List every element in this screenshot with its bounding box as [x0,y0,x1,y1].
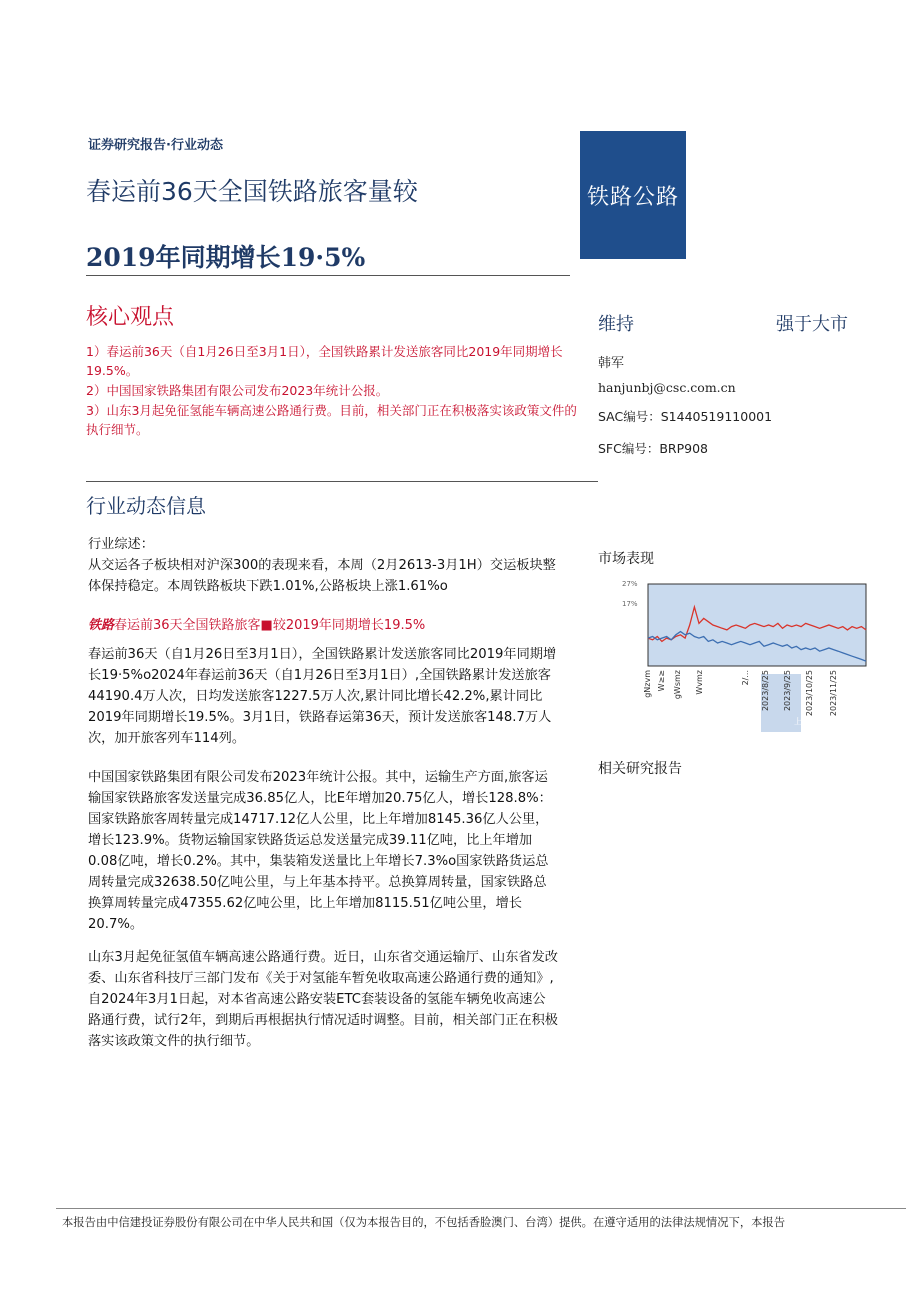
market-heading: 市场表现 [598,551,654,567]
analyst-email[interactable]: hanjunbj@csc.com.cn [598,380,736,395]
section-divider [86,481,598,482]
report-title-line2: 2019年同期增长19·5% [86,243,366,272]
report-type: 证券研究报告·行业动态 [88,138,223,153]
core-point-3: 3）山东3月起免征氢能车辆高速公路通行费。目前，相关部门正在积极落实该政策文件的执行细节。 [86,403,577,437]
market-chart [598,574,870,734]
news-paragraph-1: 春运前36天（自1月26日至3月1日），全国铁路累计发送旅客同比2019年同期增长19·5%o2024年春运前36天（自1月26日至3月1日）,全国铁路累计发送旅客44190.4万人次，日均发送旅客1227.5万人次,累计同比增长42.2%,累计同比2019年同期增长19.5%。3月1日，铁路春运第36天，预计发送旅客148.7万人次，加开旅客列车114列。 [88,647,557,746]
analyst-sac: SAC编号：S1440519110001 [598,409,773,424]
sector-badge: 铁路公路 [580,131,686,259]
analyst-name: 韩军 [598,356,625,371]
summary-text: 从交运各子板块相对沪深300的表现来看，本周（2月2613-3月1H）交运板块整体保持稳定。本周铁路板块下跌1.01%,公路板块上涨1.61%o [88,558,556,594]
x-tick-label: 2023/8/25 [761,670,770,712]
news-paragraph-3: 山东3月起免征氢值车辆高速公路通行费。近日，山东省交通运输厅、山东省发改委、山东省科技厅三部门发布《关于对氢能车暂免收取高速公路通行费的通知》,自2024年3月1日起，对本省高速公路安装ETC套装设备的氢能车辆免收高速公路通行费，试行2年，到期后再根据执行情况适时调整。目前，相关部门正在积极落实该政策文件的执行细节。 [88,950,558,1049]
related-reports-heading: 相关研究报告 [598,761,682,777]
rating-action: 维持 [598,314,634,335]
footer-divider [56,1208,906,1209]
x-tick-label: W≥≥ [657,670,666,692]
footer-disclaimer: 本报告由中信建投证券股份有限公司在中华人民共和国（仅为本报告目的，不包括香脸澳门、台湾）提供。在遵守适用的法律法规情况下，本报告 [62,1216,786,1229]
x-tick-label: 2023/9/25 [783,670,792,712]
x-tick-label: 2023/11/25 [829,670,838,717]
core-heading: 核心观点 [86,305,175,330]
news-paragraph-2: 中国国家铁路集团有限公司发布2023年统计公报。其中，运输生产方面,旅客运输国家铁路旅客发送量完成36.85亿人，比E年增加20.75亿人，增长128.8%：国家铁路旅客周转量完成14717.12亿人公里，比上年增加8145.36亿人公里，增长123.9%。货物运输国家铁路货运总发送量完成39.11亿吨，比上年增加0.08亿吨，增长0.2%。其中，集装箱发送量比上年增长7.3%o国家铁路货运总周转量完成32638.50亿吨公里，与上年基本持平。总换算周转量，国家铁路总换算周转量完成47355.62亿吨公里，比上年增加8115.51亿吨公里，增长20.7%。 [88,770,552,932]
chart-plot-area [648,584,866,666]
news-heading: 行业动态信息 [86,494,206,518]
summary-label: 行业综述： [88,537,154,552]
report-title-line1: 春运前36天全国铁路旅客量较 [86,177,418,206]
highlight-text: 春运前36天全国铁路旅客■较2019年同期增长19.5% [114,618,426,633]
news-highlight [88,614,425,633]
analyst-sfc: SFC编号：BRP908 [598,441,709,456]
x-tick-label: gWsmz [673,670,682,700]
core-points [86,342,586,440]
highlight-prefix: 铁路 [88,618,115,633]
core-point-2: 2）中国国家铁路集团有限公司发布2023年统计公报。 [86,383,389,398]
core-point-1: 1）春运前36天（自1月26日至3月1日），全国铁路累计发送旅客同比2019年同期增长19.5%。 [86,344,563,378]
x-tick-label: gNzvm [643,670,652,698]
y-tick-label: 27% [622,580,638,588]
title-divider [86,275,570,276]
x-tick-label: 2/... [741,670,750,686]
x-tick-label: 2023/10/25 [805,670,814,717]
x-tick-label: Wvmz [695,670,704,695]
y-tick-label: 17% [622,600,638,608]
legend-label: 上证指数 [794,717,826,726]
rating-value: 强于大市 [776,314,848,335]
